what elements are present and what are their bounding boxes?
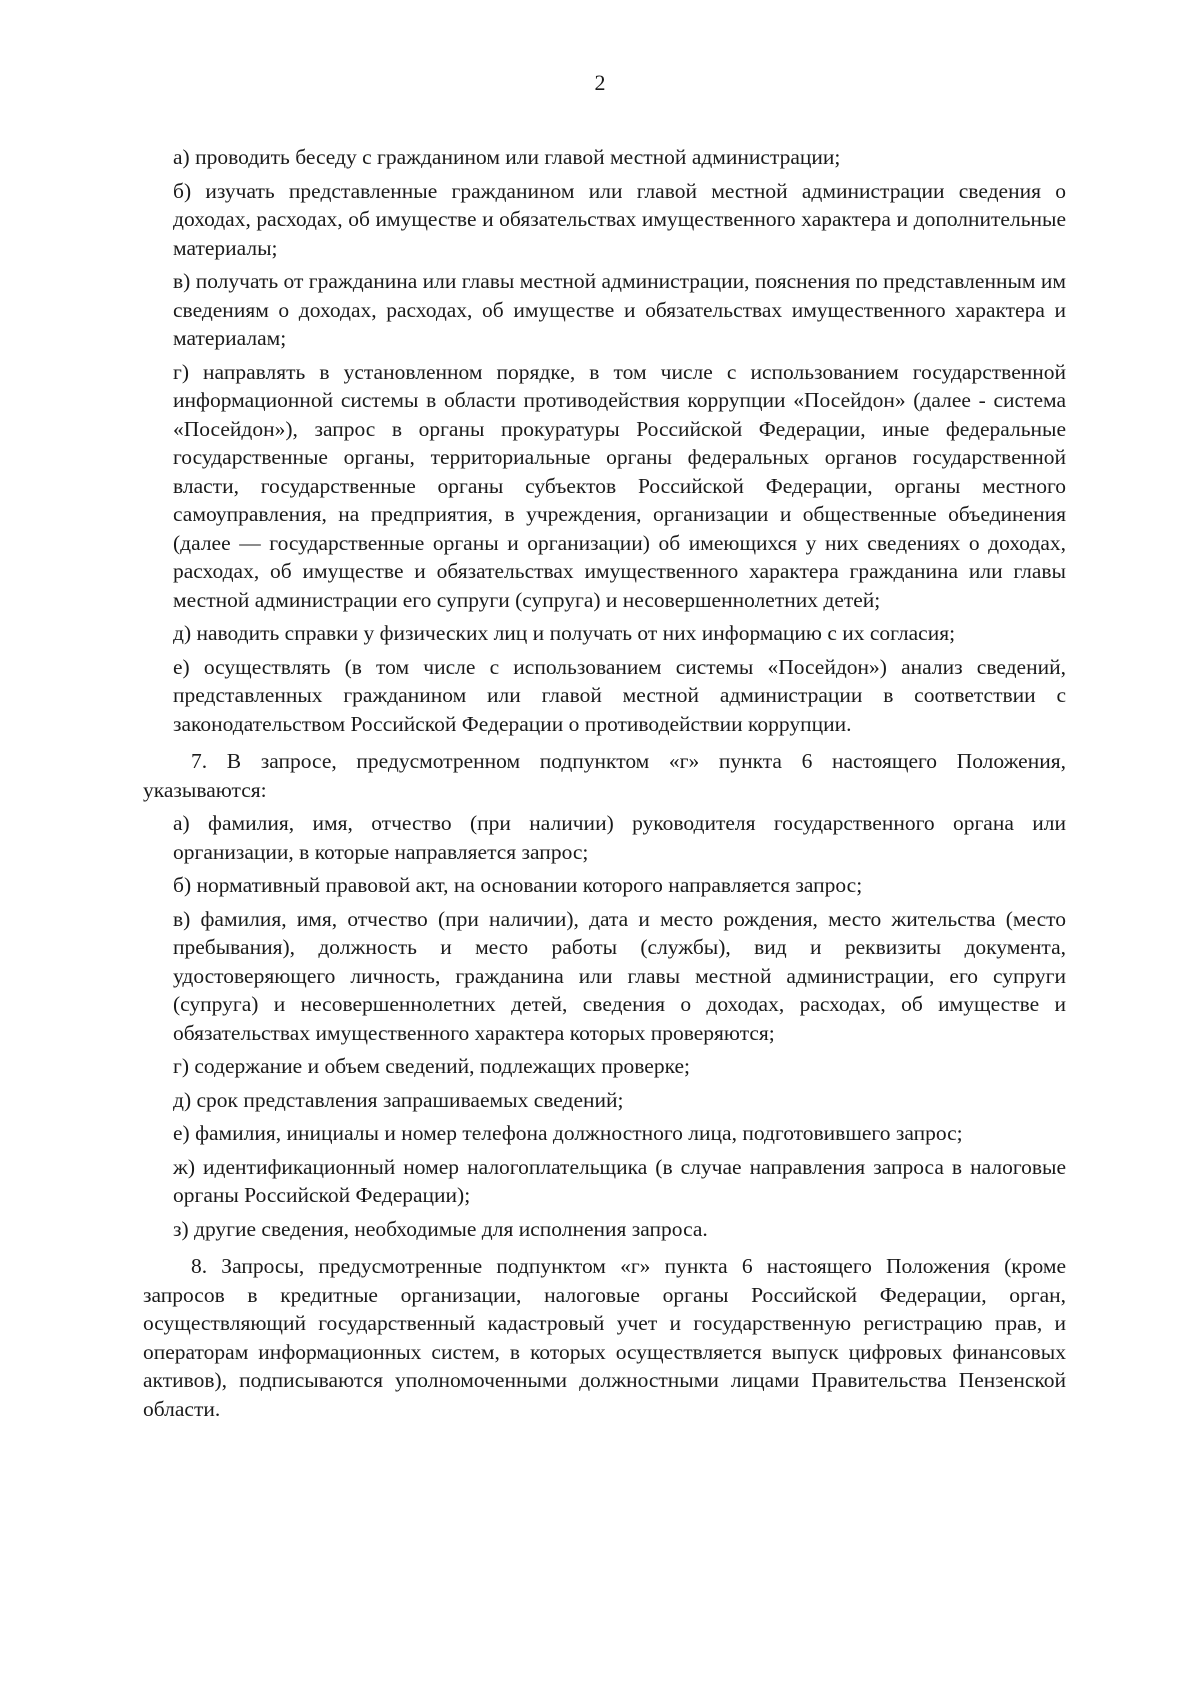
subitem-paragraph: д) наводить справки у физических лиц и получать от них информацию с их согласия; (173, 621, 956, 645)
numbered-paragraph: 7. В запросе, предусмотренном подпунктом «г» пункта 6 настоящего Положения, указываются: (143, 749, 1066, 802)
subitem-paragraph: з) другие сведения, необходимые для исполнения запроса. (173, 1216, 708, 1241)
document-body (143, 143, 1066, 1423)
subitem-paragraph: а) фамилия, имя, отчество (при наличии) руководителя государственного органа или организации, в которые направляется запрос; (173, 811, 1066, 864)
subitem-paragraph: г) направлять в установленном порядке, в том числе с использованием государственной информационной системы в области противодействия коррупции «Посейдон» (далее - система «Посейдон»), запрос в органы прокуратуры Российской Федерации, иные федеральные государственные органы, территориальные органы федеральных органов государственной власти, государственные органы субъектов Российской Федерации, органы местного самоуправления, на предприятия, в учреждения, организации и общественные объединения (далее — государственные органы и организации) об имеющихся у них сведениях о доходах, расходах, об имуществе и обязательствах имущественного характера гражданина или главы местной администрации его супруги (супруга) и несовершеннолетних детей; (173, 359, 1066, 612)
numbered-paragraph: 8. Запросы, предусмотренные подпунктом «г» пункта 6 настоящего Положения (кроме запросов в кредитные организации, налоговые органы Российской Федерации, орган, осуществляющий государственный кадастровый учет и государственную регистрацию прав, и операторам информационных систем, в которых осуществляется выпуск цифровых финансовых активов), подписываются уполномоченными должностными лицами Правительства Пензенской области. (143, 1254, 1066, 1421)
subitem-paragraph: д) срок представления запрашиваемых сведений; (173, 1087, 624, 1112)
subitem-paragraph: а) проводить беседу с гражданином или главой местной администрации; (173, 145, 841, 169)
subitem-paragraph: б) изучать представленные гражданином или главой местной администрации сведения о доходах, расходах, об имуществе и обязательствах имущественного характера и дополнительные материалы; (173, 178, 1066, 260)
subitem-paragraph: ж) идентификационный номер налогоплательщика (в случае направления запроса в налоговые органы Российской Федерации); (173, 1154, 1066, 1207)
page-number: 2 (594, 70, 606, 95)
subitem-paragraph: в) фамилия, имя, отчество (при наличии), дата и место рождения, место жительства (место пребывания), должность и место работы (службы), вид и реквизиты документа, удостоверяющего личность, гражданина или главы местной администрации, его супруги (супруга) и несовершеннолетних детей, сведения о доходах, расходах, об имуществе и обязательствах имущественного характера которых проверяются; (173, 906, 1066, 1045)
subitem-paragraph: в) получать от гражданина или главы местной администрации, пояснения по представленным им сведениям о доходах, расходах, об имуществе и обязательствах имущественного характера и материалам; (173, 269, 1066, 350)
subitem-paragraph: г) содержание и объем сведений, подлежащих проверке; (173, 1054, 691, 1078)
subitem-paragraph: б) нормативный правовой акт, на основании которого направляется запрос; (173, 873, 863, 897)
subitem-paragraph: е) осуществлять (в том числе с использованием системы «Посейдон») анализ сведений, представленных гражданином или главой местной администрации в соответствии с законодательством Российской Федерации о противодействии коррупции. (173, 654, 1066, 736)
subitem-paragraph: е) фамилия, инициалы и номер телефона должностного лица, подготовившего запрос; (173, 1121, 963, 1145)
